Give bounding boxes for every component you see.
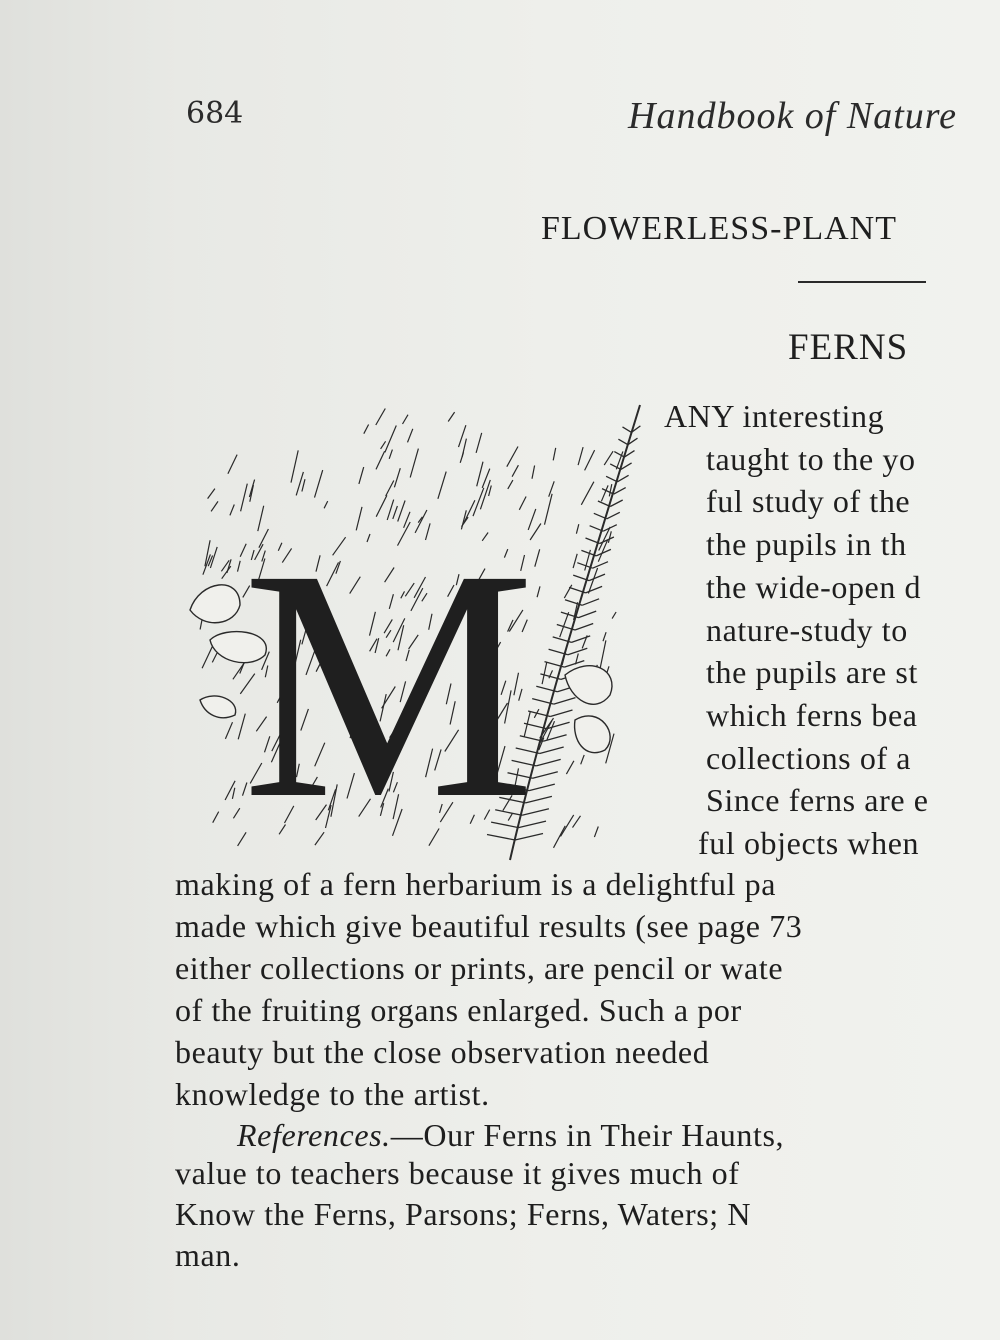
text-line: value to teachers because it gives much of [175, 1155, 740, 1191]
fern-pinna [589, 574, 605, 581]
hatch-stroke [233, 808, 239, 818]
hatch-stroke [581, 755, 585, 764]
hatch-stroke [213, 812, 219, 823]
hatch-stroke [476, 433, 482, 453]
fern-pinna [572, 636, 591, 643]
hatch-stroke [408, 429, 413, 443]
hatch-stroke [403, 415, 409, 424]
hatch-stroke [512, 465, 518, 477]
fern-pinna [603, 525, 617, 532]
illustrated-drop-cap [180, 400, 650, 870]
title-rule [798, 281, 926, 283]
hatch-stroke [609, 484, 612, 496]
fern-pinna [540, 747, 564, 754]
fern-pinna [598, 501, 610, 507]
text-line: ful study of the [706, 483, 911, 520]
fern-pinna [614, 488, 626, 495]
hatch-stroke [612, 612, 616, 619]
hatch-stroke [603, 632, 606, 641]
hatch-stroke [507, 447, 518, 467]
hatch-stroke [296, 472, 303, 496]
section-title: FLOWERLESS-PLANT [541, 210, 897, 247]
references-line [237, 1117, 784, 1154]
fern-pinna [533, 772, 558, 779]
fern-pinna [610, 464, 621, 470]
hatch-stroke [537, 586, 540, 597]
fern-pinna [554, 698, 576, 705]
page-number: 684 [186, 96, 244, 131]
hatch-stroke [460, 452, 463, 463]
fern-pinna [610, 500, 622, 507]
hatch-stroke [489, 486, 492, 497]
text-line: of the fruiting organs enlarged. Such a por [175, 992, 742, 1028]
hatch-stroke [573, 816, 581, 828]
hatch-stroke [386, 481, 394, 497]
hatch-stroke [566, 761, 574, 774]
hatch-stroke [477, 462, 483, 487]
text-line: Know the Ferns, Parsons; Ferns, Waters; N [175, 1196, 752, 1232]
running-title: Handbook of Nature [628, 95, 958, 137]
hatch-stroke [608, 531, 611, 543]
hatch-stroke [238, 561, 241, 572]
drop-cap-letter: M [242, 502, 536, 867]
subsection-title: FERNS [788, 327, 909, 368]
text-line: man. [175, 1237, 241, 1273]
text-line: either collections or prints, are pencil or wate [175, 950, 784, 986]
hatch-stroke [553, 448, 556, 461]
text-line: the pupils are st [706, 654, 918, 691]
hatch-stroke [232, 788, 234, 799]
hatch-stroke [578, 447, 583, 465]
hatch-stroke [381, 441, 386, 449]
hatch-stroke [535, 549, 540, 566]
fern-pinna [623, 427, 632, 433]
hatch-stroke [448, 412, 454, 421]
hatch-stroke [600, 640, 606, 670]
fern-pinna [568, 648, 587, 655]
hatch-stroke [438, 472, 446, 499]
hatch-stroke [315, 470, 323, 498]
hatch-stroke [225, 722, 232, 739]
hatch-stroke [604, 451, 613, 465]
hatch-stroke [202, 646, 212, 668]
fern-pinna [536, 759, 561, 766]
text-line: taught to the yo [706, 440, 916, 477]
text-line: collections of a [706, 739, 912, 776]
fern-pinna [593, 562, 608, 569]
hatch-stroke [542, 662, 547, 684]
hatch-stroke [389, 450, 392, 459]
hatch-stroke [228, 455, 237, 474]
hatch-stroke [376, 451, 385, 469]
hatch-stroke [376, 409, 386, 426]
hatch-stroke [364, 425, 369, 434]
fern-pinna [575, 624, 593, 631]
hatch-stroke [585, 450, 595, 470]
hatch-stroke [554, 826, 566, 848]
hatch-stroke [385, 426, 396, 453]
text-line: making of a fern herbarium is a delightful pa [175, 866, 777, 902]
fern-pinna [594, 513, 607, 519]
hatch-stroke [225, 781, 235, 800]
fern-pinna [606, 476, 617, 482]
text-line: made which give beautiful results (see page 73 [175, 908, 803, 944]
hatch-stroke [302, 479, 305, 491]
fern-pinna [607, 512, 620, 519]
hatch-stroke [211, 501, 218, 511]
text-line: ful objects when [698, 825, 920, 861]
hatch-stroke [545, 494, 553, 525]
text-line: ANY interesting [664, 398, 885, 434]
fern-pinna [618, 439, 628, 445]
text-line: the wide-open d [706, 568, 922, 605]
hatch-stroke [573, 554, 577, 568]
text-line: the pupils in th [706, 526, 907, 563]
fern-pinna [550, 710, 572, 717]
fern-illustration [180, 400, 650, 870]
hatch-stroke [532, 466, 535, 479]
hatch-stroke [594, 827, 598, 838]
hatch-stroke [564, 585, 572, 598]
hatch-stroke [291, 450, 298, 482]
fern-pinna [602, 489, 614, 495]
text-line: knowledge to the artist. [175, 1076, 490, 1112]
hatch-stroke [508, 480, 513, 489]
fern-pinna [582, 599, 599, 606]
hatch-stroke [561, 815, 574, 837]
references-text: —Our Ferns in Their Haunts, [390, 1117, 785, 1153]
hatch-stroke [359, 467, 364, 484]
references-label: References. [237, 1117, 391, 1153]
hatch-stroke [601, 485, 608, 501]
text-line: beauty but the close observation needed [175, 1034, 710, 1070]
fern-pinna [579, 611, 597, 618]
hatch-stroke [394, 468, 400, 487]
fern-pinna [543, 735, 566, 742]
hatch-stroke [560, 612, 569, 637]
hatch-stroke [249, 480, 254, 498]
hatch-stroke [230, 505, 234, 516]
text-line: nature-study to [706, 611, 908, 648]
text-line: which ferns bea [706, 696, 918, 733]
hatch-stroke [410, 449, 418, 478]
fern-pinna [586, 586, 603, 593]
fern-pinna [590, 526, 604, 532]
text-line: Since ferns are e [706, 782, 929, 819]
hatch-stroke [581, 482, 594, 505]
hatch-stroke [208, 489, 215, 499]
hatch-stroke [576, 524, 578, 534]
